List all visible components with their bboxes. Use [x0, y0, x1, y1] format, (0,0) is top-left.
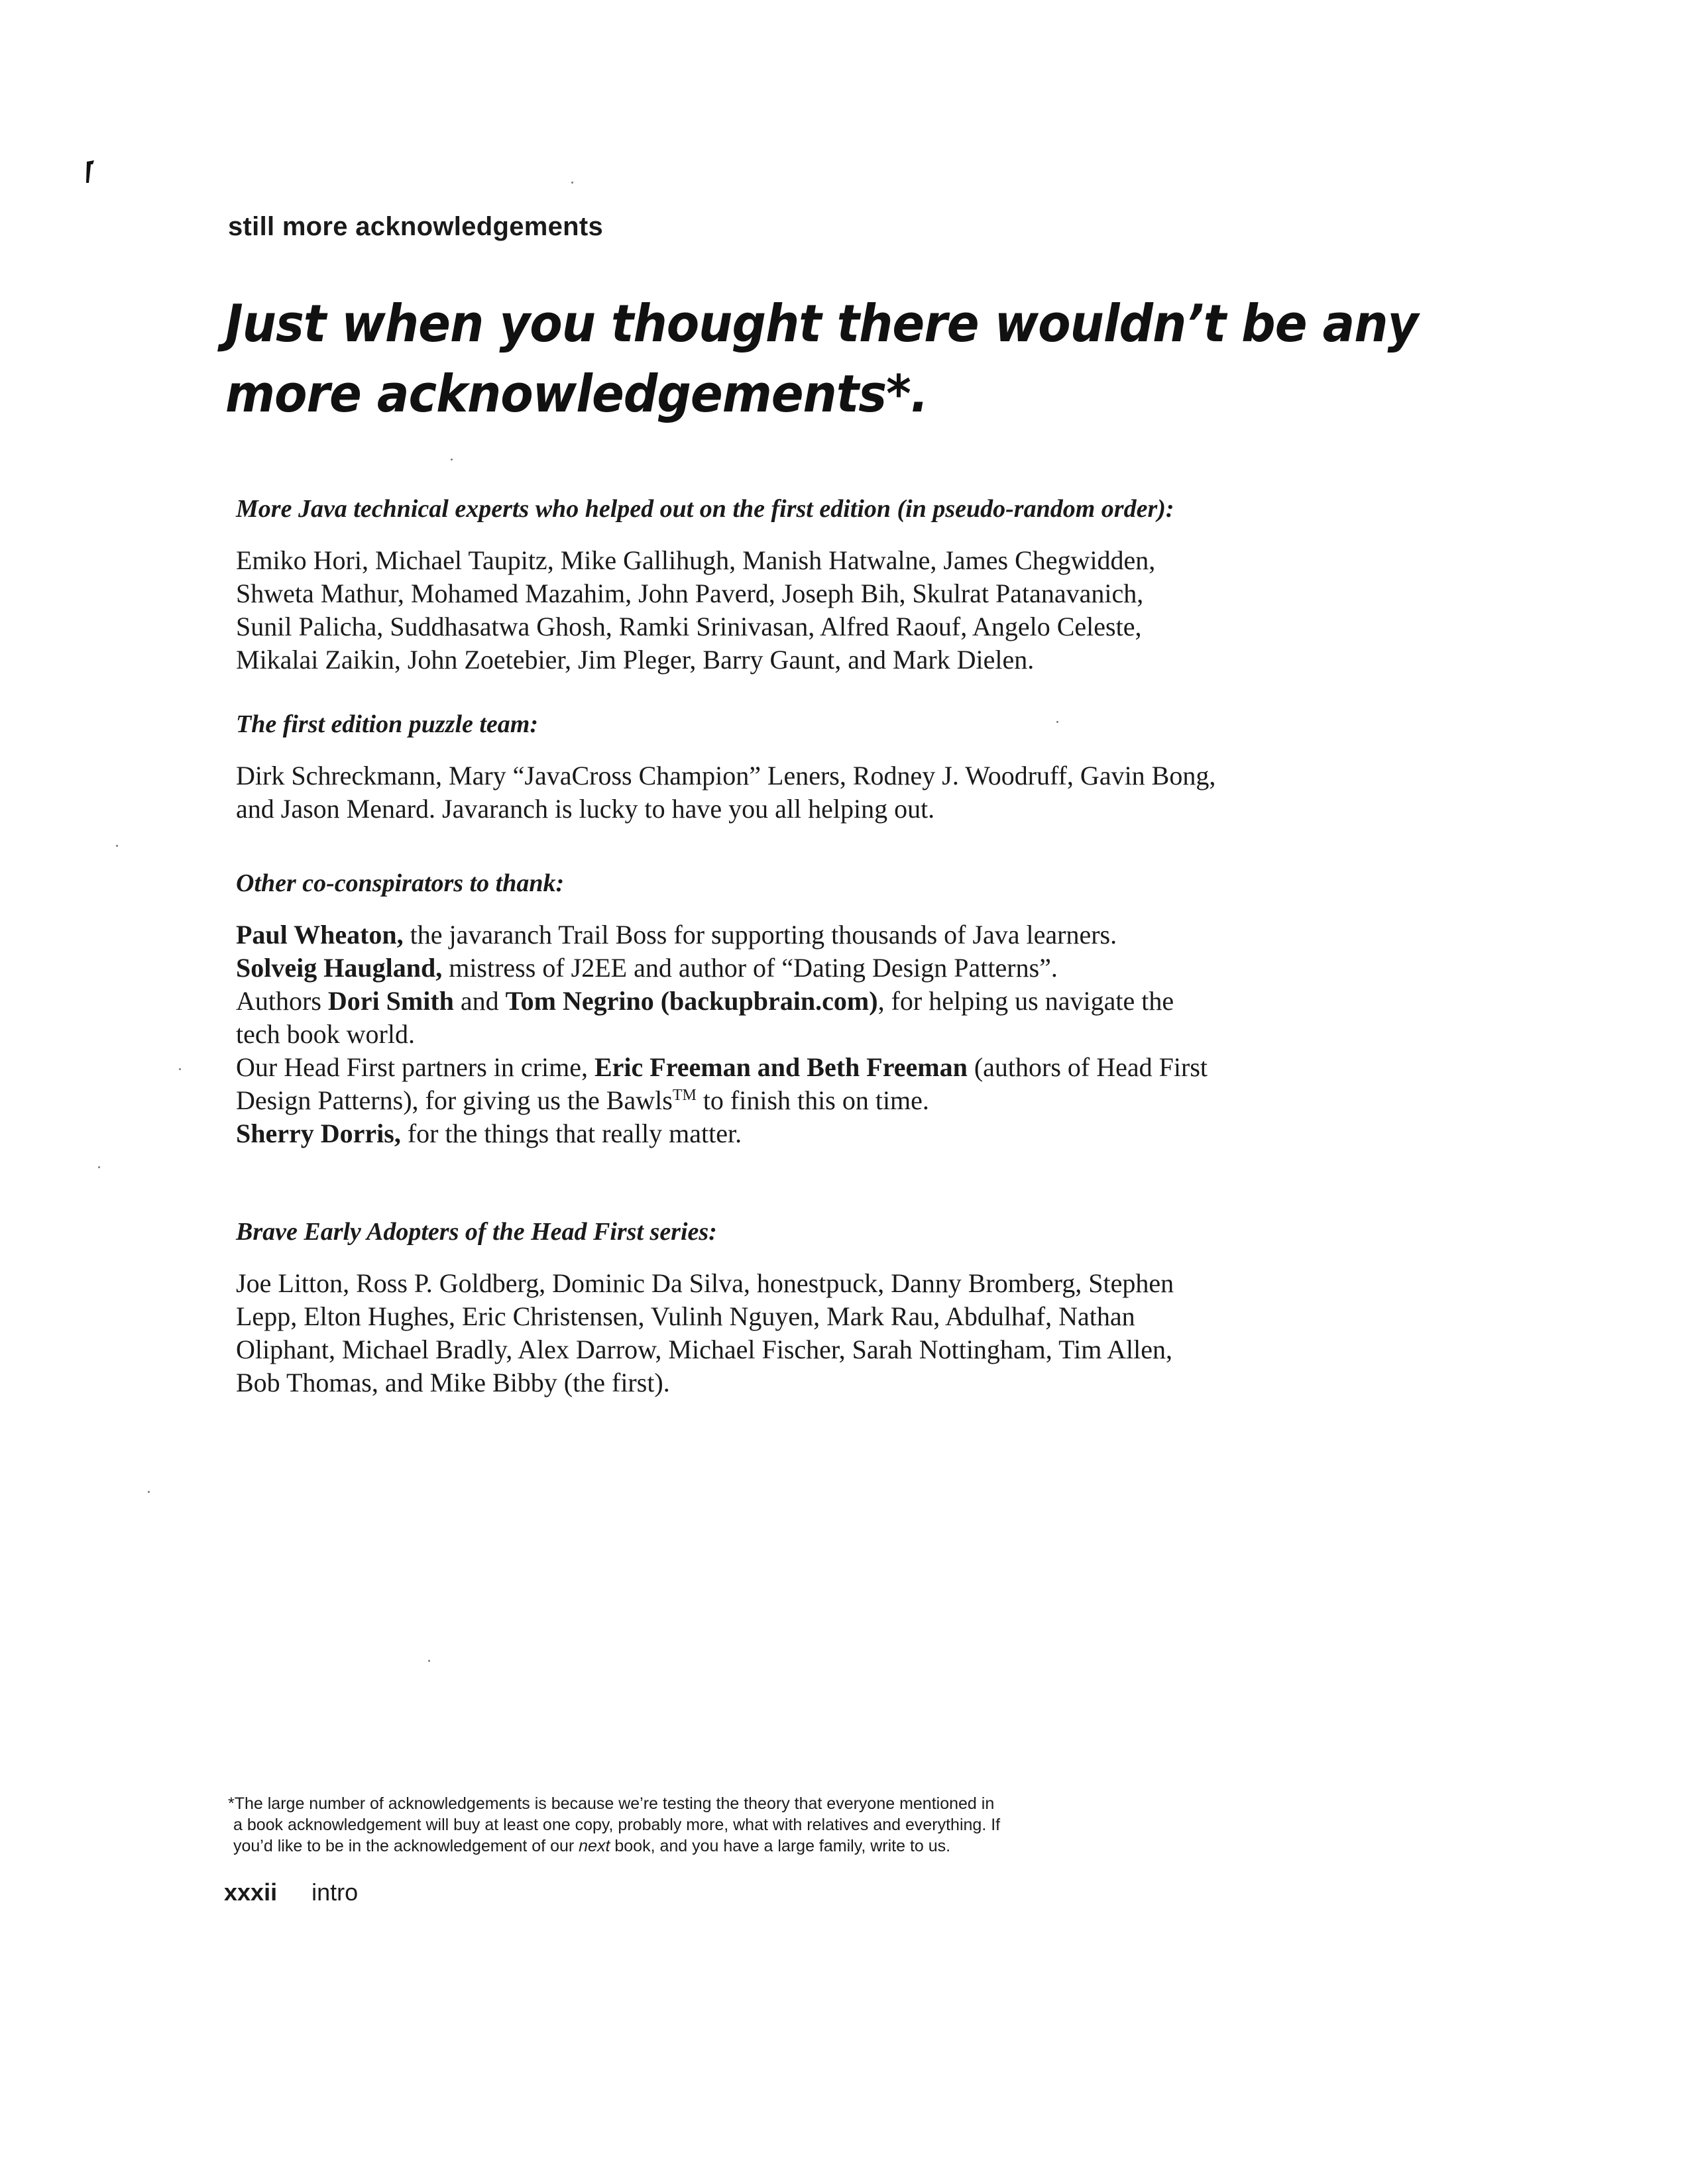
title-line: more acknowledgements*.: [225, 363, 929, 424]
body-line: Design Patterns), for giving us the Bawls™ to finish this on time.: [236, 1085, 929, 1115]
page-number: xxxii: [224, 1879, 278, 1906]
section-heading: Brave Early Adopters of the Head First series:: [236, 1218, 717, 1246]
body-line: Dirk Schreckmann, Mary “JavaCross Champion” Leners, Rodney J. Woodruff, Gavin Bong,: [236, 761, 1216, 791]
section-heading: The first edition puzzle team:: [236, 710, 538, 738]
page-folio: [224, 1879, 358, 1906]
section-body: [236, 759, 1363, 826]
body-line: Emiko Hori, Michael Taupitz, Mike Gallihugh, Manish Hatwalne, James Chegwidden,: [236, 545, 1156, 575]
footnote-line: *The large number of acknowledgements is because we’re testing the theory that everyone mentioned in: [228, 1794, 995, 1813]
person-name: Dori Smith: [327, 986, 454, 1016]
page-title: [225, 288, 1418, 429]
section-body: [236, 544, 1363, 677]
person-name: Tom Negrino (backupbrain.com): [505, 986, 878, 1016]
section-java-experts: [236, 494, 1363, 677]
scan-speck: [148, 1491, 150, 1493]
body-line: tech book world.: [236, 1019, 415, 1049]
person-name: Sherry Dorris,: [236, 1119, 401, 1148]
section-heading: Other co-conspirators to thank:: [236, 869, 565, 897]
body-line: Paul Wheaton, the javaranch Trail Boss for supporting thousands of Java learners.: [236, 920, 1117, 950]
section-early-adopters: [236, 1217, 1363, 1399]
person-name: Eric Freeman and Beth Freeman: [594, 1052, 968, 1082]
running-head: still more acknowledgements: [228, 212, 604, 241]
body-line: and Jason Menard. Javaranch is lucky to have you all helping out.: [236, 794, 935, 824]
trademark-mark: TM: [672, 1087, 697, 1104]
section-body: [236, 1267, 1363, 1399]
scan-speck: [451, 459, 453, 461]
body-line: Bob Thomas, and Mike Bibby (the first).: [236, 1368, 670, 1397]
person-name: Paul Wheaton,: [236, 920, 404, 950]
body-line: Authors Dori Smith and Tom Negrino (backupbrain.com), for helping us navigate the: [236, 986, 1174, 1016]
section-co-conspirators: [236, 868, 1363, 1150]
body-line: Mikalai Zaikin, John Zoetebier, Jim Pleger, Barry Gaunt, and Mark Dielen.: [236, 645, 1035, 675]
body-line: Shweta Mathur, Mohamed Mazahim, John Paverd, Joseph Bih, Skulrat Patanavanich,: [236, 578, 1144, 608]
footnote: [228, 1793, 1222, 1857]
emphasis: next: [579, 1837, 610, 1855]
person-name: Solveig Haugland,: [236, 953, 443, 983]
body-line: Oliphant, Michael Bradly, Alex Darrow, Michael Fischer, Sarah Nottingham, Tim Allen,: [236, 1335, 1172, 1364]
section-body: [236, 918, 1363, 1150]
body-line: Our Head First partners in crime, Eric Freeman and Beth Freeman (authors of Head First: [236, 1052, 1208, 1082]
body-line: Sherry Dorris, for the things that really matter.: [236, 1119, 742, 1148]
scan-speck: [116, 845, 118, 847]
footnote-line: a book acknowledgement will buy at least one copy, probably more, what with relatives and everything. If: [233, 1816, 1001, 1834]
section-puzzle-team: [236, 709, 1363, 826]
crop-mark: [85, 159, 95, 184]
footnote-line: you’d like to be in the acknowledgement of our next book, and you have a large family, write to us.: [233, 1837, 951, 1855]
scan-speck: [179, 1068, 181, 1070]
scan-speck: [571, 182, 573, 184]
body-line: Lepp, Elton Hughes, Eric Christensen, Vulinh Nguyen, Mark Rau, Abdulhaf, Nathan: [236, 1301, 1135, 1331]
scan-speck: [428, 1660, 430, 1662]
body-line: Joe Litton, Ross P. Goldberg, Dominic Da Silva, honestpuck, Danny Bromberg, Stephen: [236, 1268, 1174, 1298]
body-line: Solveig Haugland, mistress of J2EE and author of “Dating Design Patterns”.: [236, 953, 1058, 983]
body-line: Sunil Palicha, Suddhasatwa Ghosh, Ramki Srinivasan, Alfred Raouf, Angelo Celeste,: [236, 612, 1142, 641]
title-line: Just when you thought there wouldn’t be any: [225, 293, 1418, 354]
folio-section: intro: [311, 1879, 359, 1906]
scan-speck: [98, 1166, 100, 1168]
section-heading: More Java technical experts who helped out on the first edition (in pseudo-random order):: [236, 495, 1174, 523]
